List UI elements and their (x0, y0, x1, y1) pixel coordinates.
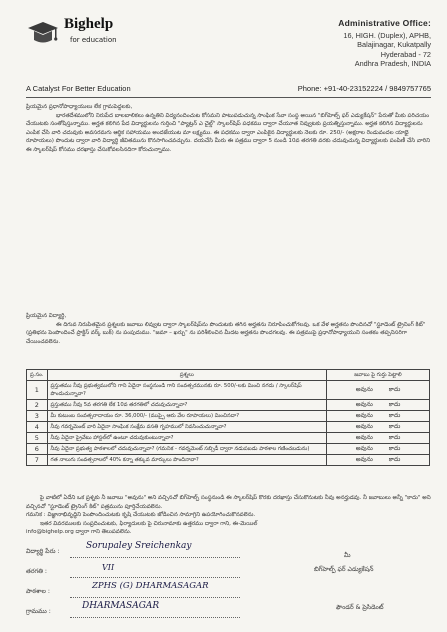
answer-yes[interactable]: అవును (355, 412, 373, 419)
village-line (70, 617, 240, 618)
answer-no[interactable]: కాదు (388, 445, 401, 452)
office-phone: Phone: +91-40-23152224 / 9849757765 (297, 84, 431, 93)
question-number: 3 (27, 411, 48, 422)
answer-cell[interactable] (327, 400, 430, 411)
question-text: నీవు ఏదైనా ప్రైవేటు హాస్టల్‌లో ఉంటూ చదువుకుంటున్నావా? (47, 433, 326, 444)
table-row (27, 455, 430, 466)
question-number: 1 (27, 381, 48, 400)
table-row (27, 433, 430, 444)
office-line: Andhra Pradesh, INDIA (354, 59, 431, 69)
column-header-number: ప్ర.సం. (27, 370, 48, 381)
answer-yes[interactable]: అవును (355, 401, 373, 408)
answer-cell[interactable] (327, 411, 430, 422)
contact-note: ఇతర వివరములకు సంప్రదించుటకు, ఫిర్యాదులకు పై చిరునామాకు ఉత్తరము ద్వారా గాని, ఈ-మెయిల్ (40, 520, 258, 527)
answer-yes[interactable]: అవును (355, 445, 373, 452)
greeting-headmaster: ప్రియమైన ప్రధానోపాధ్యాయులు లేక గ్రామపెద్దలకు, (26, 104, 133, 110)
school-field[interactable]: ZPHS (G) DHARMASAGAR (92, 581, 209, 591)
office-title: Administrative Office: (338, 18, 431, 28)
answer-cell[interactable] (327, 444, 430, 455)
office-line: 16, HIGH. (Duplex), APHB, (343, 31, 431, 40)
question-number: 5 (27, 433, 48, 444)
question-text: నీవు గవర్నమెంట్ వారి ఏదైనా సాంఘిక సంక్షేమ వసతి గృహములో నివసించుచున్నావా? (47, 422, 326, 433)
organization-signature: బిగ్‌హెల్ప్ ఫర్ ఎడ్యుకేషన్ (314, 566, 374, 573)
question-number: 7 (27, 455, 48, 466)
student-name-label: విద్యార్థి పేరు : (26, 548, 60, 555)
class-field[interactable]: VII (102, 563, 115, 572)
office-address-block (231, 18, 431, 93)
office-line: Hyderabad - 72 (380, 49, 431, 59)
answer-yes[interactable]: అవును (355, 456, 373, 463)
class-label: తరగతి : (26, 568, 47, 575)
student-name-field[interactable]: Sorupaley Sreichenkay (86, 541, 192, 551)
class-line (70, 577, 240, 578)
village-field[interactable]: DHARMASAGAR (82, 601, 160, 611)
bighelp-logo-icon (26, 20, 60, 50)
table-header-row (27, 370, 430, 381)
answer-no[interactable]: కాదు (388, 434, 401, 441)
contact-email: info@bighelp.org ద్వారా గాని తెలుపవలెను. (26, 529, 132, 536)
answer-yes[interactable]: అవును (355, 423, 373, 430)
school-label: పాఠశాల : (26, 588, 50, 595)
column-header-answer: జవాబు పై గుర్తు పెట్టాలి (327, 370, 430, 381)
question-text: ప్రస్తుతము నీవు ప్రభుత్వములోని గాని ఏదైనా సంస్థనుండి గాని సంవత్సరమునకు రూ. 500/-లకు మించి నగదు / స్కాలర్‌షిప్ పొందుచున్నావా? (47, 381, 326, 400)
answer-cell[interactable] (327, 455, 430, 466)
brand-subtitle: for education (70, 36, 117, 44)
tagline: A Catalyst For Better Education (26, 84, 131, 93)
answer-cell[interactable] (327, 433, 430, 444)
closing-salutation: మీ (344, 552, 351, 559)
table-row (27, 444, 430, 455)
answer-no[interactable]: కాదు (388, 423, 401, 430)
eligibility-note: పై వాటిలో ఏదేని ఒక ప్రశ్నకు నీ జవాబు "అవును" అని వచ్చినచో బిగ్‌హెల్ప్ సంస్థనుండి ఈ స్కాలర్‌షిప్ కొరకు దరఖాస్తు చేసుకొనుటకు నీవు అనర్హుడవు. నీ జవాబులు అన్నీ "కాదు" అని వచ్చినచో "స్టూడెంట్ ట్రైనింగ్ కిట్" పత్రమును పూర్తిచేయవలెను. (26, 495, 431, 510)
question-number: 6 (27, 444, 48, 455)
brand-name: Bighelp (64, 16, 114, 32)
letter-body (26, 103, 431, 155)
eligibility-table (26, 369, 430, 466)
signatory-role: ఫౌండర్ & ప్రెసిడెంట్ (336, 604, 384, 611)
greeting-student: ప్రియమైన విద్యార్థి, (26, 313, 67, 319)
important-note: గమనిక : విజ్ఞానాభివృద్ధిని పెంపొందించుటకు కృషి చేయుటకు జోడించిన సామాగ్రిని ఉపయోగించుకొనవలెను. (26, 512, 256, 519)
question-text: మీ కుటుంబ సంవత్సరాదాయం రూ. 36,000/- (ముప్పై ఆరు వేల రూపాయలు) మించినదా? (47, 411, 326, 422)
intro-paragraph: భారతదేశములోని నిరుపేద బాలబాలికలు ఉన్నతిని విద్యనందించుట కోసమని పాటుపడుచున్న సాంఘిక సేవా సంస్థ అయిన "బిగ్‌హెల్ప్ ఫర్ ఎడ్యుకేషన్" పేరుతో మీకు పరిచయం చేయుటకు సంతోషిస్తున్నాము. అర్హత కలిగిన పేద విద్యార్థులను గుర్తించి "ప్యాట్రన్ ఎ చైల్డ్" స్కాలర్‌షిప్ పధకము ద్వారా చేయూత నివ్వుటకు ప్రయత్నిస్తున్నాము. అర్హత కలిగిన విద్యార్థులను ఎంపిక చేసి వారి చదువుకు అవసరమగు ఆర్థిక సహాయము అందజేయుట మా లక్ష్యము. ఈ పధకము ద్వారా ఎంపికైన విద్యార్థులకు నెలకు రూ. 250/- (అక్షరాల రెండువందల యాభై రూపాయలు) పొందుట ద్వారా వారి విద్యార్థి జీవితమును కొనసాగించవచ్చును. దయచేసి మీరు ఈ పత్రము ద్వారా 5 నుండి 10వ తరగతి వరకు చదువుచున్న విద్యార్థులకు పంపిణీ చేసి వారిని ఈ స్కాలర్‌షిప్ కోసము దరఖాస్తు చేసుకోవలసినదిగా కోరుచున్నాము. (26, 112, 431, 153)
table-row (27, 400, 430, 411)
column-header-questions: ప్రశ్నలు (47, 370, 326, 381)
question-text: నీవు ఏదైనా ప్రభుత్వ పాఠశాలలో చదువుచున్నావా? (గమనిక - గవర్నమెంట్ సబ్సిడీ ద్వారా నడుపబడు పాఠశాల గణించబడును) (47, 444, 326, 455)
header-divider (26, 97, 431, 98)
student-name-line (70, 557, 240, 558)
table-row (27, 411, 430, 422)
answer-no[interactable]: కాదు (388, 456, 401, 463)
question-text: గత నాలుగు సంవత్సరాలలో 40% కన్నా తక్కువ మార్కులు పొందినావా? (47, 455, 326, 466)
table-row (27, 381, 430, 400)
question-number: 2 (27, 400, 48, 411)
instructions-paragraph: ఈ దిగువ నిరుపితమైన ప్రశ్నలకు జవాబు లివ్వుట ద్వారా స్కాలర్‌షిప్‌ను పొందుటకు తగిన అర్హతను నిరూపించుకోగలవు. ఒక వేళ అర్హతను పొందినచో "స్టూడెంట్ ట్రైనింగ్ కిట్" (ప్రతిభను పెంపొందించే ప్రాక్టిస్ వర్క్ బుక్) ను పంపుదుము. "జమా – ఖర్చు" ను పరిశీలించిన మీదట అర్హతను పొందగలవు. ఈ పత్రముపై ప్రధానోపాధ్యాయుని సంతకం తప్పనిసరిగా చేయించవలెను. (26, 321, 426, 345)
student-section (26, 312, 431, 346)
question-number: 4 (27, 422, 48, 433)
answer-no[interactable]: కాదు (388, 412, 401, 419)
school-line (70, 597, 240, 598)
answer-no[interactable]: కాదు (388, 386, 401, 393)
answer-yes[interactable]: అవును (355, 386, 373, 393)
notes-section (26, 494, 431, 537)
question-text: ప్రస్తుతము నీవు 5వ తరగతి లేక 10వ తరగతిలో చదువుచున్నావా? (47, 400, 326, 411)
answer-no[interactable]: కాదు (388, 401, 401, 408)
answer-yes[interactable]: అవును (355, 434, 373, 441)
table-row (27, 422, 430, 433)
village-label: గ్రామము : (26, 608, 51, 615)
office-line: Balajinagar, Kukatpally (357, 40, 431, 50)
answer-cell[interactable] (327, 381, 430, 400)
answer-cell[interactable] (327, 422, 430, 433)
